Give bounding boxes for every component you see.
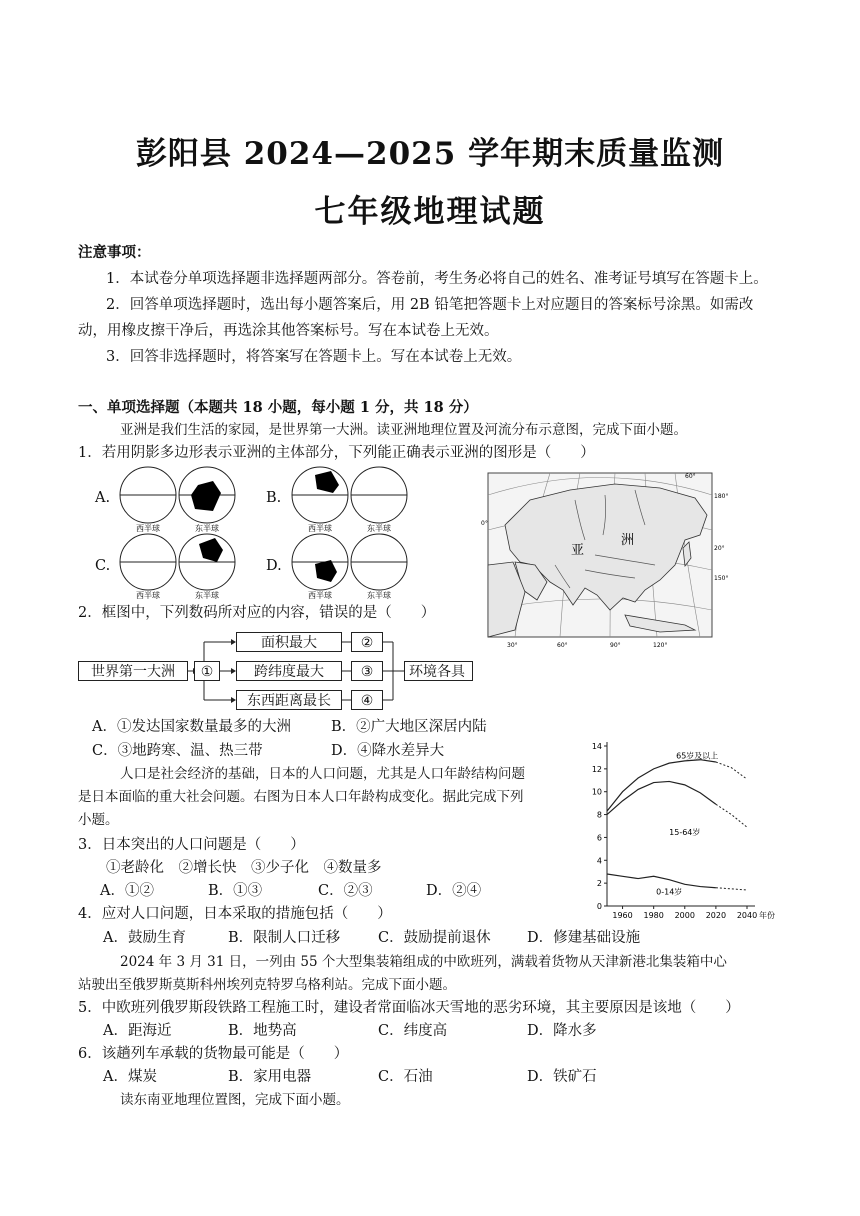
q1-c-shape — [199, 538, 223, 562]
q2-option-c[interactable]: C．③地跨寒、温、热三带 — [92, 743, 263, 759]
series-projection-0 — [716, 762, 747, 779]
passage4: 读东南亚地理位置图，完成下面小题。 — [120, 1092, 350, 1108]
q1-option-b-label[interactable]: B. — [266, 490, 282, 506]
q1-option-d-globes — [287, 532, 417, 602]
q6-stem: 6．该趟列车承载的货物最可能是（ ） — [78, 1046, 349, 1062]
flow-node-2: ② — [351, 632, 383, 652]
flow-end-box: 环境各具 — [404, 661, 473, 681]
lon-label-180: 180° — [714, 493, 729, 500]
exam-subtitle: 七年级地理试题 — [314, 194, 546, 230]
series-projection-1 — [716, 804, 747, 827]
asia-map-label-1: 亚 — [571, 543, 585, 558]
q5-option-b[interactable]: B．地势高 — [228, 1023, 297, 1039]
notice-heading: 注意事项： — [78, 244, 151, 261]
lon-label-90: 90° — [610, 642, 621, 649]
east-hemisphere-label: 东半球 — [367, 591, 391, 600]
q2-flowchart — [78, 630, 473, 712]
q3-items: ①老龄化 ②增长快 ③少子化 ④数量多 — [106, 860, 382, 876]
q1-a-shape — [191, 481, 221, 511]
west-hemisphere-label: 西半球 — [136, 524, 160, 533]
lat-label-60: 60° — [685, 473, 696, 480]
west-hemisphere-label: 西半球 — [136, 591, 160, 600]
x-axis-label: 年份 — [759, 911, 775, 920]
q3-option-a[interactable]: A．①② — [100, 883, 154, 899]
lon-label-60: 60° — [557, 642, 568, 649]
passage3-line-2: 站驶出至俄罗斯莫斯科州埃列克特罗乌格利站。完成下面小题。 — [78, 977, 456, 993]
notice-item-2: 2．回答单项选择题时，选出每小题答案后，用 2B 铅笔把答题卡上对应题目的答案标号涂黑。如需改 — [106, 297, 754, 313]
lat-label-0: 0° — [481, 520, 488, 527]
lon-label-150: 150° — [714, 575, 729, 582]
flow-node-4: ④ — [351, 690, 383, 710]
y-tick-label: 2 — [596, 879, 602, 889]
lon-label-120: 120° — [653, 642, 668, 649]
q5-option-d[interactable]: D．降水多 — [527, 1023, 597, 1039]
x-tick-label: 1960 — [612, 911, 633, 920]
x-tick-label: 2040 — [736, 911, 758, 920]
q4-stem: 4．应对人口问题，日本采取的措施包括（ ） — [78, 906, 392, 922]
japan-population-chart — [585, 738, 785, 920]
passage2-line-2: 是日本面临的重大社会问题。右图为日本人口年龄构成变化。据此完成下列 — [78, 789, 524, 805]
series-label-1: 15-64岁 — [669, 828, 701, 838]
passage3-line-1: 2024 年 3 月 31 日，一列由 55 个大型集装箱组成的中欧班列，满载着货物从天津新港北集装箱中心 — [120, 954, 727, 970]
q6-option-a[interactable]: A．煤炭 — [103, 1069, 157, 1085]
q2-stem: 2．框图中，下列数码所对应的内容，错误的是（ ） — [78, 605, 436, 621]
notice-item-1: 1．本试卷分单项选择题非选择题两部分。答卷前，考生务必将自己的姓名、准考证号填写在答题卡上。 — [106, 271, 768, 287]
east-hemisphere-label: 东半球 — [195, 591, 219, 600]
q1-option-a-label[interactable]: A. — [95, 490, 111, 506]
x-tick-label: 1980 — [643, 911, 664, 920]
flow-box-east-west: 东西距离最长 — [236, 690, 342, 710]
y-tick-label: 10 — [591, 787, 602, 797]
y-tick-label: 6 — [596, 833, 602, 843]
q1-option-c-label[interactable]: C. — [95, 558, 111, 574]
east-hemisphere-label: 东半球 — [195, 524, 219, 533]
q3-stem: 3．日本突出的人口问题是（ ） — [78, 837, 305, 853]
series-label-0: 65岁及以上 — [676, 751, 719, 761]
q1-stem: 1．若用阴影多边形表示亚洲的主体部分，下列能正确表示亚洲的图形是（ ） — [78, 445, 595, 461]
series-line-1 — [607, 781, 716, 814]
series-label-2: 0-14岁 — [656, 887, 683, 897]
series-projection-2 — [716, 888, 747, 890]
q3-option-b[interactable]: B．①③ — [208, 883, 263, 899]
q2-option-d[interactable]: D．④降水差异大 — [331, 743, 445, 759]
west-hemisphere-label: 西半球 — [308, 591, 332, 600]
q6-option-b[interactable]: B．家用电器 — [228, 1069, 312, 1085]
q4-option-b[interactable]: B．限制人口迁移 — [228, 930, 341, 946]
asia-map — [481, 470, 729, 650]
y-tick-label: 12 — [591, 764, 602, 774]
passage2-line-1: 人口是社会经济的基础，日本的人口问题，尤其是人口年龄结构问题 — [120, 766, 525, 782]
q1-option-a-globes — [115, 465, 245, 535]
q2-option-b[interactable]: B．②广大地区深居内陆 — [331, 719, 487, 735]
section-heading: 一、单项选择题（本题共 18 小题，每小题 1 分，共 18 分） — [78, 399, 478, 416]
y-tick-label: 14 — [591, 742, 602, 751]
asia-map-label-2: 洲 — [621, 533, 635, 548]
y-tick-label: 4 — [596, 856, 602, 866]
q1-option-c-globes — [115, 532, 245, 602]
q3-option-c[interactable]: C．②③ — [318, 883, 373, 899]
flow-start-box: 世界第一大洲 — [78, 661, 188, 681]
flow-box-latitude: 跨纬度最大 — [236, 661, 342, 681]
section-intro: 亚洲是我们生活的家园，是世界第一大洲。读亚洲地理位置及河流分布示意图，完成下面小题。 — [120, 422, 687, 438]
east-hemisphere-label: 东半球 — [367, 524, 391, 533]
q5-option-c[interactable]: C．纬度高 — [378, 1023, 448, 1039]
flow-box-area: 面积最大 — [236, 632, 342, 652]
q1-d-shape — [315, 560, 337, 582]
q4-option-a[interactable]: A．鼓励生育 — [103, 930, 186, 946]
notice-item-2-cont: 动，用橡皮擦干净后，再选涂其他答案标号。写在本试卷上无效。 — [78, 323, 499, 339]
q3-option-d[interactable]: D．②④ — [426, 883, 482, 899]
x-tick-label: 2000 — [674, 911, 695, 920]
lon-label-30: 30° — [507, 642, 518, 649]
q5-stem: 5．中欧班列俄罗斯段铁路工程施工时，建设者常面临冰天雪地的恶劣环境，其主要原因是该地（ ） — [78, 1000, 740, 1016]
y-tick-label: 8 — [596, 810, 602, 820]
flow-node-3: ③ — [351, 661, 383, 681]
flow-node-1: ① — [194, 661, 220, 681]
q2-option-a[interactable]: A．①发达国家数量最多的大洲 — [92, 719, 291, 735]
q1-option-d-label[interactable]: D. — [266, 558, 282, 574]
lat-label-20: 20° — [714, 545, 725, 552]
series-line-2 — [607, 874, 716, 888]
series-line-0 — [607, 760, 716, 811]
exam-title: 彭阳县 2024—2025 学年期末质量监测 — [135, 136, 725, 172]
q1-b-shape — [315, 471, 339, 493]
q4-option-d[interactable]: D．修建基础设施 — [527, 930, 641, 946]
q6-option-c[interactable]: C．石油 — [378, 1069, 433, 1085]
q6-option-d[interactable]: D．铁矿石 — [527, 1069, 597, 1085]
q1-option-b-globes — [287, 465, 417, 535]
passage2-line-3: 小题。 — [78, 812, 119, 828]
y-tick-label: 0 — [596, 902, 602, 911]
west-hemisphere-label: 西半球 — [308, 524, 332, 533]
notice-item-3: 3．回答非选择题时，将答案写在答题卡上。写在本试卷上无效。 — [106, 349, 522, 365]
x-tick-label: 2020 — [705, 911, 727, 920]
q4-option-c[interactable]: C．鼓励提前退休 — [378, 930, 491, 946]
q5-option-a[interactable]: A．距海近 — [103, 1023, 172, 1039]
